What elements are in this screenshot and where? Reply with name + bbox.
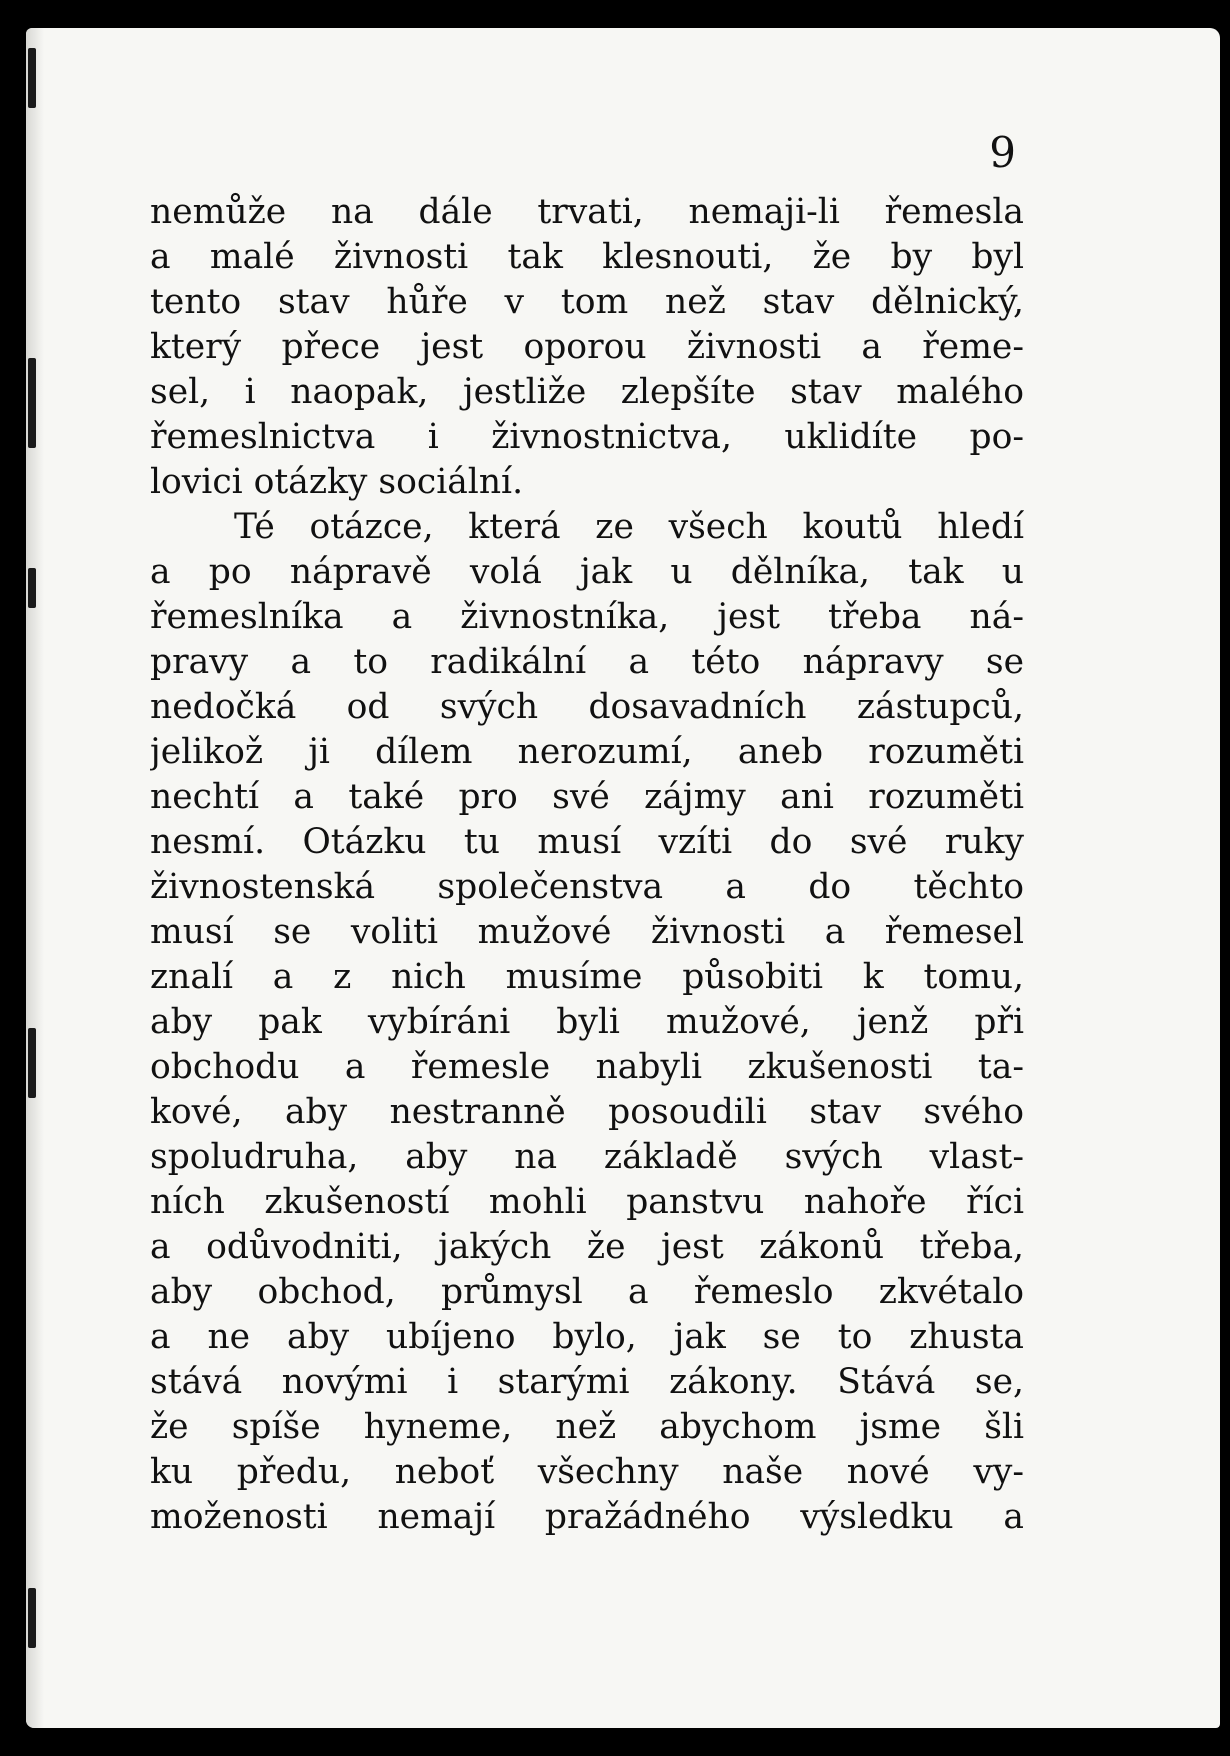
margin-ink-mark bbox=[28, 358, 36, 448]
page-gutter-shadow bbox=[26, 28, 44, 1728]
text-line: tento stav hůře v tom než stav dělnický, bbox=[150, 282, 1024, 322]
text-line: moženosti nemají pražádného výsledku a bbox=[150, 1497, 1024, 1537]
text-line: musí se voliti mužové živnosti a řemesel bbox=[150, 912, 1024, 952]
text-line: lovici otázky sociální. bbox=[150, 462, 524, 502]
book-page bbox=[26, 28, 1220, 1728]
margin-ink-mark bbox=[28, 1588, 36, 1648]
text-line: a po nápravě volá jak u dělníka, tak u bbox=[150, 552, 1024, 592]
margin-ink-mark bbox=[28, 48, 36, 108]
margin-ink-mark bbox=[28, 1028, 36, 1098]
text-line: obchodu a řemesle nabyli zkušenosti ta- bbox=[150, 1047, 1024, 1087]
text-line: který přece jest oporou živnosti a řeme- bbox=[150, 327, 1024, 367]
text-line: spoludruha, aby na základě svých vlast- bbox=[150, 1137, 1024, 1177]
body-text bbox=[150, 190, 1024, 1540]
text-line: nesmí. Otázku tu musí vzíti do své ruky bbox=[150, 822, 1024, 862]
text-line: aby obchod, průmysl a řemeslo zkvétalo bbox=[150, 1272, 1024, 1312]
text-line: ních zkušeností mohli panstvu nahoře říci bbox=[150, 1182, 1024, 1222]
page-number: 9 bbox=[989, 128, 1016, 177]
text-line: řemeslníka a živnostníka, jest třeba ná- bbox=[150, 597, 1024, 637]
text-line: nedočká od svých dosavadních zástupců, bbox=[150, 687, 1024, 727]
text-line: jelikož ji dílem nerozumí, aneb rozuměti bbox=[150, 732, 1024, 772]
paragraph-first-line: Té otázce, která ze všech koutů hledí bbox=[234, 507, 1024, 547]
text-line: stává novými i starými zákony. Stává se, bbox=[150, 1362, 1024, 1402]
text-line: znalí a z nich musíme působiti k tomu, bbox=[150, 957, 1024, 997]
text-line: a ne aby ubíjeno bylo, jak se to zhusta bbox=[150, 1317, 1024, 1357]
margin-ink-mark bbox=[28, 568, 36, 608]
text-line: a odůvodniti, jakých že jest zákonů třeba, bbox=[150, 1227, 1024, 1267]
text-line: aby pak vybíráni byli mužové, jenž při bbox=[150, 1002, 1024, 1042]
text-line: a malé živnosti tak klesnouti, že by byl bbox=[150, 237, 1024, 277]
text-line: řemeslnictva i živnostnictva, uklidíte po- bbox=[150, 417, 1024, 457]
text-line: sel, i naopak, jestliže zlepšíte stav malého bbox=[150, 372, 1024, 412]
text-line: že spíše hyneme, než abychom jsme šli bbox=[150, 1407, 1024, 1447]
text-line: živnostenská společenstva a do těchto bbox=[150, 867, 1024, 907]
text-line: nechtí a také pro své zájmy ani rozuměti bbox=[150, 777, 1024, 817]
text-line: pravy a to radikální a této nápravy se bbox=[150, 642, 1024, 682]
text-line: nemůže na dále trvati, nemaji-li řemesla bbox=[150, 192, 1024, 232]
text-line: kové, aby nestranně posoudili stav svého bbox=[150, 1092, 1024, 1132]
text-line: ku předu, neboť všechny naše nové vy- bbox=[150, 1452, 1024, 1492]
